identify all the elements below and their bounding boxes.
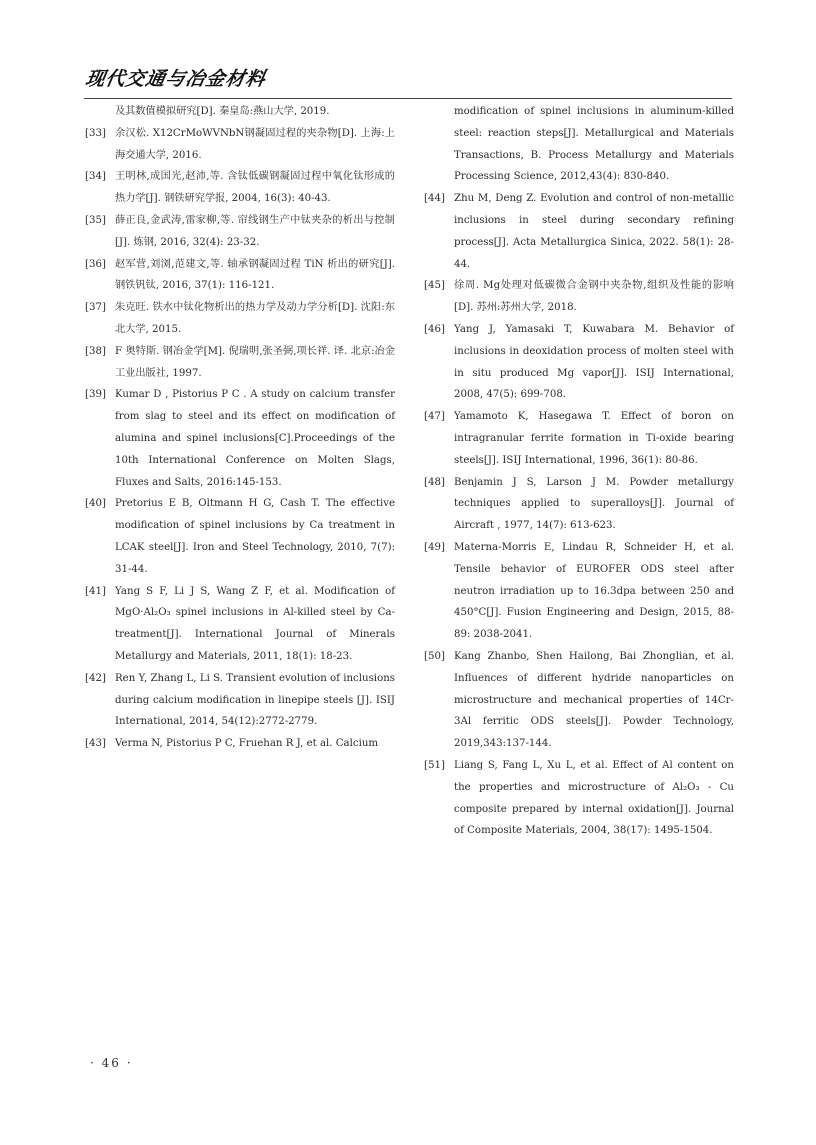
reference-item <box>424 101 734 188</box>
references-left-column <box>85 101 395 755</box>
reference-item <box>424 406 734 471</box>
reference-item <box>424 319 734 406</box>
reference-item <box>85 254 395 298</box>
reference-number: [47] <box>424 411 445 423</box>
reference-text: Kang Zhanbo, Shen Hailong, Bai Zhonglian, et al. Influences of different hydride nanoparticles on microstructure and mechanical properties of 14Cr-3Al ferritic ODS steels[J]. Powder Technology, 2019,343:137-144. <box>454 650 734 750</box>
reference-text: Ren Y, Zhang L, Li S. Transient evolution of inclusions during calcium modification in linepipe steels [J]. ISIJ International, 2014, 54(12):2772-2779. <box>115 672 395 728</box>
reference-item <box>85 166 395 210</box>
reference-number: [44] <box>424 193 445 205</box>
reference-text: F 奥特斯. 钢冶金学[M]. 倪瑞明,张圣弼,项长祥. 译. 北京:冶金工业出版社, 1997. <box>115 345 395 379</box>
reference-text: 及其数值模拟研究[D]. 秦皇岛:燕山大学, 2019. <box>115 106 330 117</box>
page-number: · 46 · <box>90 1056 133 1070</box>
reference-text: 王明林,成国光,赵沛,等. 含钛低碳钢凝固过程中氧化钛形成的热力学[J]. 钢铁研究学报, 2004, 16(3): 40-43. <box>115 171 395 205</box>
reference-text: 赵军营,刘浏,范建文,等. 轴承钢凝固过程 TiN 析出的研究[J]. 钢铁钒钛, 2016, 37(1): 116-121. <box>115 258 395 292</box>
reference-text: Liang S, Fang L, Xu L, et al. Effect of Al content on the properties and microstructure of Al₂O₃ - Cu composite prepared by internal oxidation[J]. Journal of Composite Materials, 2004, 38(17): 1495-1504. <box>454 759 734 837</box>
reference-item <box>85 297 395 341</box>
reference-item <box>424 275 734 319</box>
reference-item <box>424 537 734 646</box>
reference-text: modification of spinel inclusions in aluminum-killed steel: reaction steps[J]. Metallurgical and Materials Transactions, B. Process Metallurgy and Materials Processing Science, 2012,43(4): 830-840. <box>454 106 734 183</box>
reference-number: [37] <box>85 302 106 314</box>
journal-title: 现代交通与冶金材料 <box>83 68 268 90</box>
reference-number: [35] <box>85 214 106 226</box>
reference-item <box>85 101 395 123</box>
reference-number: [34] <box>85 171 106 183</box>
reference-number: [48] <box>424 476 445 488</box>
reference-item <box>85 581 395 668</box>
reference-text: Materna-Morris E, Lindau R, Schneider H, et al. Tensile behavior of EUROFER ODS steel after neutron irradiation up to 16.3dpa between 250 and 450°C[J]. Fusion Engineering and Design, 2015, 88-89: 2038-2041. <box>454 541 734 641</box>
reference-number: [38] <box>85 345 106 357</box>
reference-item <box>424 188 734 275</box>
reference-text: Zhu M, Deng Z. Evolution and control of non-metallic inclusions in steel during secondary refining process[J]. Acta Metallurgica Sinica, 2022. 58(1): 28-44. <box>454 193 734 270</box>
reference-item <box>85 668 395 733</box>
reference-item <box>424 755 734 842</box>
reference-number: [51] <box>424 759 445 771</box>
reference-number: [41] <box>85 585 106 597</box>
reference-item <box>85 384 395 493</box>
reference-item <box>85 210 395 254</box>
reference-number: [43] <box>85 738 106 750</box>
reference-number: [49] <box>424 541 445 553</box>
reference-item <box>85 123 395 167</box>
reference-text: Kumar D , Pistorius P C . A study on calcium transfer from slag to steel and its effect on modification of alumina and spinel inclusions[C].Proceedings of the 10th International Conference on Molten Slags, Fluxes and Salts, 2016:145-153. <box>115 389 395 488</box>
reference-text: 薛正良,金武涛,雷家柳,等. 帘线钢生产中钛夹杂的析出与控制[J]. 炼钢, 2016, 32(4): 23-32. <box>115 214 395 248</box>
reference-number: [42] <box>85 672 106 684</box>
reference-text: Pretorius E B, Oltmann H G, Cash T. The effective modification of spinel inclusions by Ca treatment in LCAK steel[J]. Iron and Steel Technology, 2010, 7(7): 31-44. <box>115 498 395 575</box>
reference-number: [36] <box>85 258 106 270</box>
reference-text: Yang S F, Li J S, Wang Z F, et al. Modification of MgO·Al₂O₃ spinel inclusions in Al-killed steel by Ca-treatment[J]. International Journal of Minerals Metallurgy and Materials, 2011, 18(1): 18-23. <box>115 585 395 662</box>
page-header <box>84 58 732 99</box>
reference-item <box>85 493 395 580</box>
reference-text: Yang J, Yamasaki T, Kuwabara M. Behavior of inclusions in deoxidation process of molten steel with in situ produced Mg vapor[J]. ISIJ International, 2008, 47(5): 699-708. <box>454 323 734 401</box>
reference-number: [50] <box>424 650 445 662</box>
reference-text: 余汉松. X12CrMoWVNbN钢凝固过程的夹杂物[D]. 上海:上海交通大学, 2016. <box>115 127 395 161</box>
reference-item <box>424 646 734 755</box>
reference-text: 徐周. Mg处理对低碳微合金钢中夹杂物,组织及性能的影响[D]. 苏州:苏州大学, 2018. <box>454 280 734 314</box>
reference-text: Verma N, Pistorius P C, Fruehan R J, et al. Calcium <box>115 738 379 750</box>
reference-number: [33] <box>85 127 106 139</box>
reference-number: [45] <box>424 280 445 292</box>
reference-number: [46] <box>424 323 445 335</box>
reference-item <box>424 472 734 537</box>
reference-item <box>85 341 395 385</box>
reference-text: 朱克旺. 铁水中钛化物析出的热力学及动力学分析[D]. 沈阳:东北大学, 2015. <box>115 302 395 335</box>
reference-number: [39] <box>85 389 106 401</box>
reference-item <box>85 733 395 755</box>
reference-text: Benjamin J S, Larson J M. Powder metallurgy techniques applied to superalloys[J]. Journal of Aircraft , 1977, 14(7): 613-623. <box>454 476 734 532</box>
reference-text: Yamamoto K, Hasegawa T. Effect of boron on intragranular ferrite formation in Ti-oxide bearing steels[J]. ISIJ International, 1996, 36(1): 80-86. <box>454 411 734 466</box>
references-right-column <box>424 101 734 842</box>
reference-number: [40] <box>85 498 106 510</box>
